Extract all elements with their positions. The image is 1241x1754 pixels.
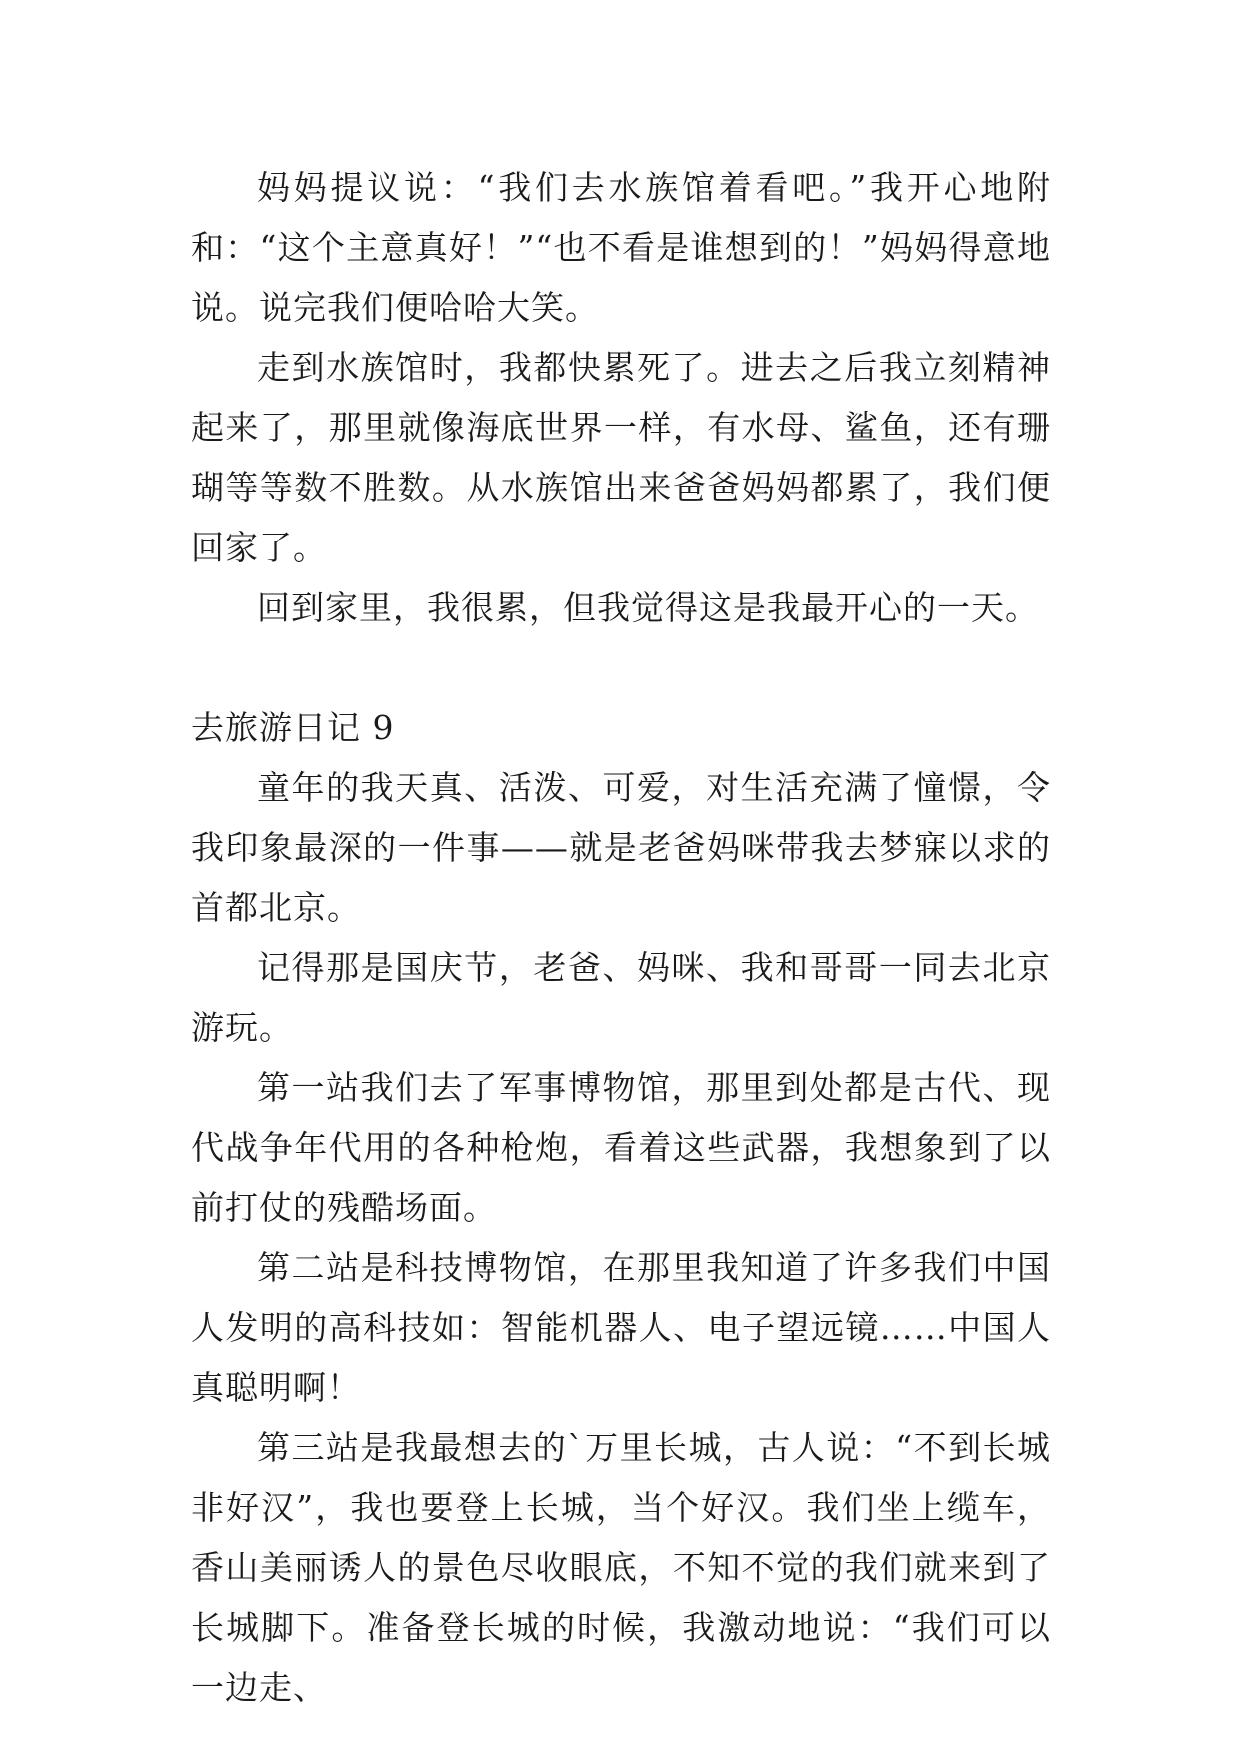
section-spacer — [191, 638, 1051, 698]
paragraph: 第一站我们去了军事博物馆，那里到处都是古代、现代战争年代用的各种枪炮，看着这些武器，我想象到了以前打仗的残酷场面。 — [191, 1068, 1051, 1227]
paragraph: 第二站是科技博物馆，在那里我知道了许多我们中国人发明的高科技如：智能机器人、电子望远镜……中国人真聪明啊！ — [191, 1248, 1051, 1407]
paragraph: 第三站是我最想去的`万里长城，古人说：“不到长城非好汉”，我也要登上长城，当个好汉。我们坐上缆车，香山美丽诱人的景色尽收眼底，不知不觉的我们就来到了长城脚下。准备登长城的时候，我激动地说：“我们可以一边走、 — [191, 1428, 1051, 1707]
section-title: 去旅游日记 9 — [191, 708, 395, 747]
paragraph: 走到水族馆时，我都快累死了。进去之后我立刻精神起来了，那里就像海底世界一样，有水母、鲨鱼，还有珊瑚等等数不胜数。从水族馆出来爸爸妈妈都累了，我们便回家了。 — [191, 348, 1051, 567]
paragraph: 妈妈提议说：“我们去水族馆着看吧。”我开心地附和：“这个主意真好！”“也不看是谁想到的！”妈妈得意地说。说完我们便哈哈大笑。 — [191, 168, 1051, 327]
document-body — [191, 158, 1051, 1718]
paragraph: 童年的我天真、活泼、可爱，对生活充满了憧憬，令我印象最深的一件事——就是老爸妈咪带我去梦寐以求的首都北京。 — [191, 768, 1051, 927]
paragraph: 记得那是国庆节，老爸、妈咪、我和哥哥一同去北京游玩。 — [191, 948, 1051, 1047]
paragraph: 回到家里，我很累，但我觉得这是我最开心的一天。 — [257, 588, 1039, 627]
